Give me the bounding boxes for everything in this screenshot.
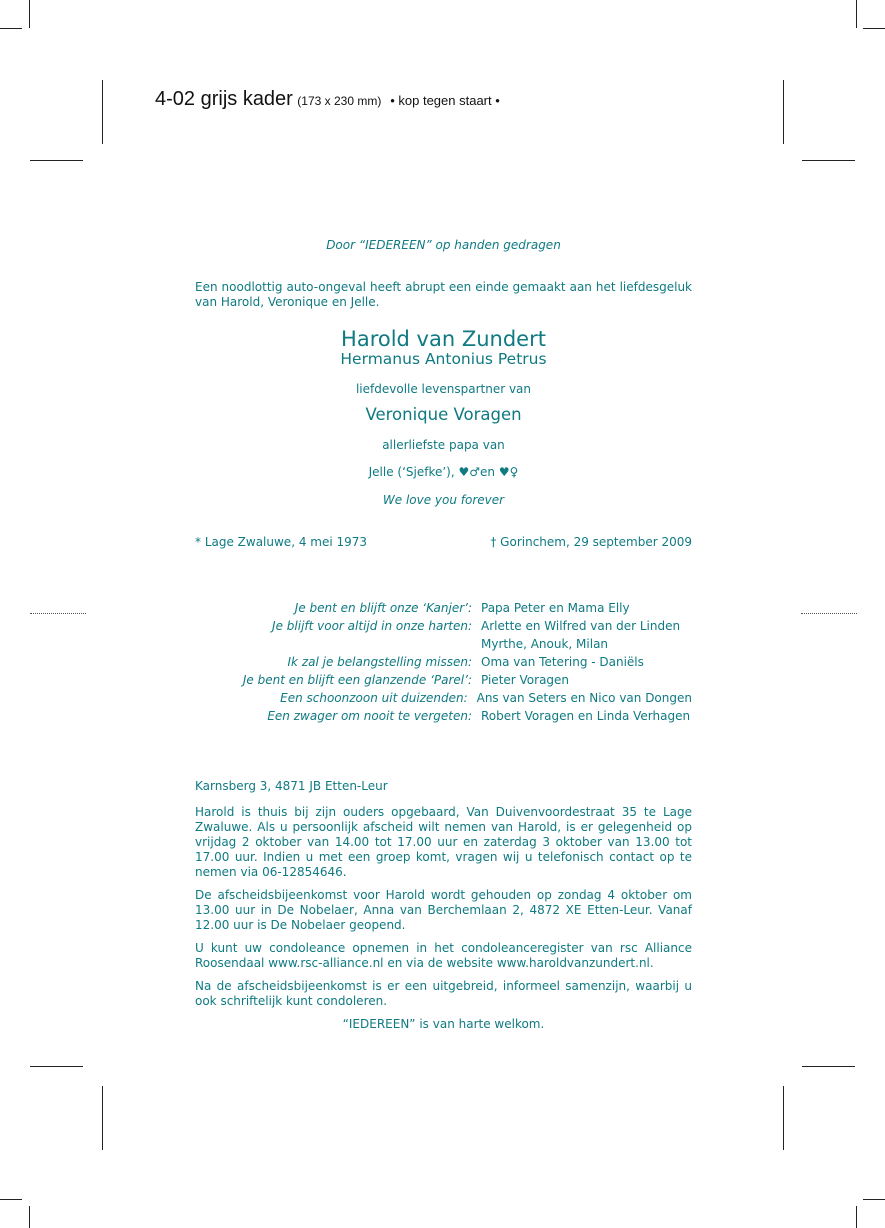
tribute-names: Arlette en Wilfred van der Linden [481,619,681,633]
crop-mark [802,1066,855,1067]
crop-mark [863,1199,885,1200]
tribute-row [195,635,692,653]
death-line: † Gorinchem, 29 september 2009 [490,535,692,549]
template-note: • kop tegen staart • [390,93,500,108]
deceased-full-names: Hermanus Antonius Petrus [340,350,547,368]
crop-mark [30,1066,83,1067]
crop-mark [29,0,30,28]
tribute-list [195,599,692,725]
tribute-row [195,653,692,671]
crop-mark [783,1086,784,1150]
tribute-names: Pieter Voragen [481,673,570,687]
father-line: allerliefste papa van [382,438,505,452]
intro-text: Een noodlottig auto-ongeval heeft abrupt een einde gemaakt aan het liefdesgeluk van Harold, Veronique en Jelle. [195,280,692,309]
tribute-phrase: Je bent en blijft een glanzende ‘Parel’: [242,673,472,687]
crop-mark [102,80,103,144]
crop-mark [30,160,83,161]
crop-mark [856,0,857,28]
crop-mark [783,80,784,144]
condolence-paragraph: U kunt uw condoleance opnemen in het condoleanceregister van rsc Alliance Roosendaal www.rsc-alliance.nl en via de website www.haroldvanzundert.nl. [195,941,692,970]
children-line: Jelle (‘Sjefke’), ♥♂en ♥♀ [368,465,519,479]
tribute-phrase: Een schoonzoon uit duizenden: [280,691,468,705]
tribute-row [195,599,692,617]
tribute-names: Robert Voragen en Linda Verhagen [481,709,691,723]
deceased-name: Harold van Zundert [341,327,546,351]
template-code: 4-02 grijs kader [155,88,293,110]
tribute-row [195,617,692,635]
tribute-row [195,689,692,707]
tribute-names: Ans van Seters en Nico van Dongen [476,691,692,705]
tribute-phrase: Je blijft voor altijd in onze harten: [272,619,472,633]
gathering-paragraph: Na de afscheidsbijeenkomst is er een uitgebreid, informeel samenzijn, waarbij u ook schriftelijk kunt condoleren. [195,979,692,1008]
crop-mark [802,160,855,161]
tribute-names: Papa Peter en Mama Elly [481,601,630,615]
partner-name: Veronique Voragen [365,405,522,424]
header-slug [155,88,500,111]
tribute-row [195,671,692,689]
partner-line: liefdevolle levenspartner van [355,382,532,396]
tribute-names: Oma van Tetering - Daniëls [481,655,644,669]
tribute-phrase: Je bent en blijft onze ‘Kanjer’: [294,601,472,615]
closing-line: “IEDEREEN” is van harte welkom. [342,1017,545,1031]
template-size: (173 x 230 mm) [297,94,382,108]
crop-mark [863,28,885,29]
tribute-phrase: Ik zal je belangstelling missen: [287,655,472,669]
birth-line: * Lage Zwaluwe, 4 mei 1973 [195,535,368,549]
crop-mark [29,1206,30,1228]
fold-mark [30,613,86,614]
tribute-names: Myrthe, Anouk, Milan [481,637,609,651]
crop-mark [0,28,22,29]
tribute-phrase: Een zwager om nooit te vergeten: [267,709,472,723]
viewing-paragraph: Harold is thuis bij zijn ouders opgebaard, Van Duivenvoordestraat 35 te Lage Zwaluwe. Als u persoonlijk afscheid wilt nemen van Harold, is er gelegenheid op vrijdag 2 oktober van 14.00 tot 17.00 uur en zaterdag 3 oktober van 13.00 tot 17.00 uur. Indien u met een groep komt, vragen wij u telefonisch contact op te nemen via 06-12854646. [195,805,692,879]
fold-mark [801,613,857,614]
crop-mark [0,1199,22,1200]
love-line: We love you forever [382,493,505,507]
motto: Door “IEDEREEN” op handen gedragen [326,238,561,252]
address: Karnsberg 3, 4871 JB Etten-Leur [195,779,388,793]
info-block [195,779,692,1040]
ceremony-paragraph: De afscheidsbijeenkomst voor Harold wordt gehouden op zondag 4 oktober om 13.00 uur in De Nobelaer, Anna van Berchemlaan 2, 4872 XE Etten-Leur. Vanaf 12.00 uur is De Nobelaer geopend. [195,888,692,932]
tribute-row [195,707,692,725]
crop-mark [856,1206,857,1228]
crop-mark [102,1086,103,1150]
